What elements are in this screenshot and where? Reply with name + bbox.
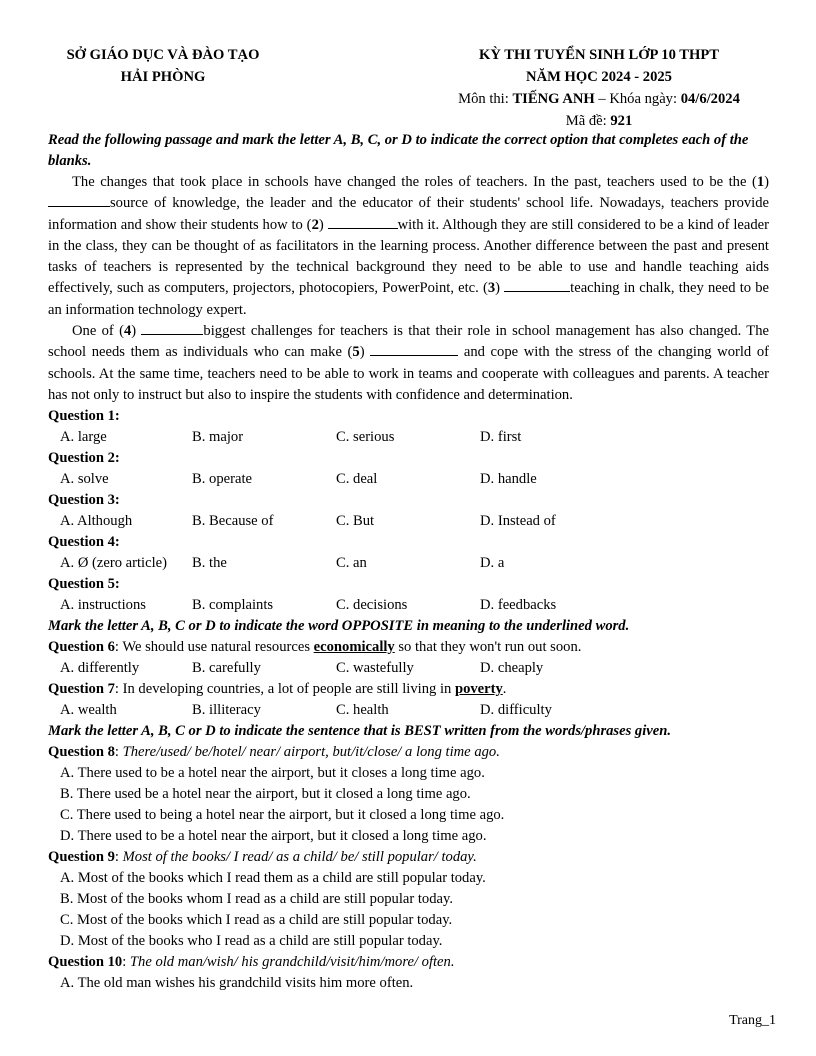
question-label: Question 10 <box>48 954 123 971</box>
option-d[interactable]: D. a <box>480 555 505 572</box>
question-label: Question 1 <box>48 408 115 425</box>
department-line2: HẢI PHÒNG <box>120 69 206 85</box>
question-stem: Most of the books/ I read/ as a child/ be/ still popular/ today. <box>122 849 477 866</box>
question-label: Question 6 <box>48 639 115 656</box>
department-line1: SỞ GIÁO DỤC VÀ ĐÀO TẠO <box>66 47 260 63</box>
question-3: Question 3: A. Although B. Because of C. But D. Instead of <box>48 490 769 532</box>
exam-code: 921 <box>610 113 633 129</box>
exam-header <box>48 44 769 130</box>
question-stem: There/used/ be/hotel/ near/ airport, but/it/close/ a long time ago. <box>122 744 500 761</box>
option-d[interactable]: D. Most of the books who I read as a child are still popular today. <box>60 933 443 950</box>
option-b[interactable]: B. There used be a hotel near the airport, but it closed a long time ago. <box>60 786 471 803</box>
blank-5 <box>370 343 458 356</box>
option-c[interactable]: C. serious <box>336 429 395 446</box>
option-c[interactable]: C. deal <box>336 471 378 488</box>
option-b[interactable]: B. Because of <box>192 513 274 530</box>
question-5: Question 5: A. instructions B. complaints C. decisions D. feedbacks <box>48 574 769 616</box>
date-prefix: – Khóa ngày: <box>594 91 681 107</box>
option-a[interactable]: A. wealth <box>60 702 117 719</box>
question-label: Question 3 <box>48 492 115 509</box>
option-c[interactable]: C. health <box>336 702 389 719</box>
passage-text: One of ( <box>72 323 124 340</box>
question-label: Question 8 <box>48 744 115 761</box>
subject-prefix: Môn thi: <box>458 91 513 107</box>
option-a[interactable]: A. solve <box>60 471 109 488</box>
blank-4 <box>141 322 203 335</box>
passage-text: teaching in chalk, they need to be an information technology expert. <box>48 280 769 318</box>
option-c[interactable]: C. an <box>336 555 367 572</box>
underlined-word: poverty <box>454 681 503 698</box>
question-label: Question 9 <box>48 849 115 866</box>
blank-number: 1 <box>756 174 765 190</box>
option-b[interactable]: B. carefully <box>192 660 261 677</box>
option-b[interactable]: B. operate <box>192 471 252 488</box>
option-a[interactable]: A. The old man wishes his grandchild visits him more often. <box>60 975 414 992</box>
school-year: NĂM HỌC 2024 - 2025 <box>526 69 672 85</box>
section1-instruction: Read the following passage and mark the letter A, B, C, or D to indicate the correct option that completes each of the blanks. <box>48 132 749 169</box>
blank-3 <box>504 279 570 292</box>
option-c[interactable]: C. decisions <box>336 597 408 614</box>
option-b[interactable]: B. Most of the books whom I read as a child are still popular today. <box>60 891 454 908</box>
subject: TIẾNG ANH <box>512 91 595 107</box>
question-10: Question 10: The old man/wish/ his grandchild/visit/him/more/ often. A. The old man wishes his grandchild visits him more often. <box>48 952 769 994</box>
question-9: Question 9: Most of the books/ I read/ as a child/ be/ still popular/ today. A. Most of the books which I read them as a child are still popular today. B. Most of the books whom I read as a child are still popular today. C. Most of the books which I read as a child are still popular today. D. Most of the books who I read as a child are still popular today. <box>48 847 769 952</box>
option-c[interactable]: C. But <box>336 513 375 530</box>
option-d[interactable]: D. first <box>480 429 522 446</box>
option-b[interactable]: B. complaints <box>192 597 274 614</box>
option-d[interactable]: D. There used to be a hotel near the airport, but it closed a long time ago. <box>60 828 487 845</box>
question-6 <box>48 637 769 679</box>
passage-text: and cope with the stress of the changing world of schools. At the same time, teachers need to be able to work in teams and cooperate with colleagues and parents. A teacher has not only to instruct but also to inspire the students with confidence and determination. <box>48 344 770 403</box>
option-a[interactable]: A. instructions <box>60 597 146 614</box>
option-d[interactable]: D. difficulty <box>480 702 552 719</box>
exam-page <box>48 44 769 994</box>
option-d[interactable]: D. cheaply <box>480 660 544 677</box>
option-c[interactable]: C. wastefully <box>336 660 414 677</box>
subject-line <box>429 88 769 110</box>
question-4: Question 4: A. Ø (zero article) B. the C. an D. a <box>48 532 769 574</box>
exam-title: KỲ THI TUYỂN SINH LỚP 10 THPT <box>478 47 720 63</box>
underlined-word: economically <box>313 639 395 656</box>
question-7 <box>48 679 769 721</box>
question-1: Question 1: A. large B. major C. serious D. first <box>48 406 769 448</box>
question-8: Question 8: There/used/ be/hotel/ near/ airport, but/it/close/ a long time ago. A. There used to be a hotel near the airport, but it closes a long time ago. B. There used be a hotel near the airport, but it closed a long time ago. C. There used to being a hotel near the airport, but it closed a long time ago. D. There used to be a hotel near the airport, but it closed a long time ago. <box>48 742 769 847</box>
option-d[interactable]: D. feedbacks <box>480 597 557 614</box>
option-d[interactable]: D. handle <box>480 471 537 488</box>
blank-number: 5 <box>352 344 360 361</box>
question-text: so that they won't run out soon. <box>394 639 582 656</box>
blank-2 <box>328 216 398 229</box>
question-stem: The old man/wish/ his grandchild/visit/him/more/ often. <box>129 954 455 971</box>
option-a[interactable]: A. large <box>60 429 107 446</box>
exam-date: 04/6/2024 <box>680 91 740 107</box>
code-line <box>429 110 769 132</box>
option-b[interactable]: B. major <box>192 429 244 446</box>
option-d[interactable]: D. Instead of <box>480 513 556 530</box>
question-label: Question 4 <box>48 534 115 551</box>
page-number: Trang_1 <box>729 1013 776 1028</box>
option-a[interactable]: A. There used to be a hotel near the airport, but it closes a long time ago. <box>60 765 485 782</box>
department-block <box>48 44 278 88</box>
code-prefix: Mã đề: <box>565 113 611 129</box>
blank-number: 4 <box>123 323 132 340</box>
passage-text: source of knowledge, the leader and the educator of their students' school life. Nowadays, teachers provide information and show their students how to ( <box>48 195 769 233</box>
passage-paragraph-2: One of (4) biggest challenges for teachers is that their role in school management has also changed. The school needs them as individuals who can make (5) and cope with the stress of the changing world of schools. At the same time, teachers need to be able to work in teams and cooperate with colleagues and parents. A teacher has not only to instruct but also to inspire the students with confidence and determination. <box>48 323 770 403</box>
option-a[interactable]: A. Ø (zero article) <box>60 555 167 572</box>
option-a[interactable]: A. Most of the books which I read them as a child are still popular today. <box>60 870 486 887</box>
question-2: Question 2: A. solve B. operate C. deal D. handle <box>48 448 769 490</box>
blank-1 <box>48 194 110 207</box>
passage-text: with it. Although they are still considered to be a kind of leader in the class, they can be thought of as facilitators in the learning process. Another difference between the past and present tasks of teachers is represented by the technical background they need to be able to use and handle teaching aids effectively, such as computers, projectors, photocopiers, PowerPoint, etc. ( <box>48 216 770 297</box>
question-text: : In developing countries, a lot of people are still living in <box>114 681 455 698</box>
question-text: . <box>502 681 507 698</box>
section2-instruction: Mark the letter A, B, C or D to indicate the word OPPOSITE in meaning to the underlined word. <box>48 618 630 635</box>
option-c[interactable]: C. Most of the books which I read as a child are still popular today. <box>60 912 453 929</box>
option-a[interactable]: A. Although <box>60 513 133 530</box>
blank-number: 3 <box>487 280 496 297</box>
option-b[interactable]: B. the <box>192 555 227 572</box>
question-label: Question 5 <box>48 576 115 593</box>
blank-number: 2 <box>311 216 319 233</box>
exam-info-block <box>429 44 769 132</box>
passage-text: The changes that took place in schools have changed the roles of teachers. In the past, teachers used to be the ( <box>72 174 757 190</box>
option-a[interactable]: A. differently <box>60 660 140 677</box>
passage-paragraph-1: The changes that took place in schools have changed the roles of teachers. In the past, teachers used to be the (1) source of knowledge, the leader and the educator of their students' school life. Nowadays, teachers provide information and show their students how to (2) with it. Although they are still considered to be a kind of leader in the class, they can be thought of as facilitators in the learning process. Another difference between the past and present tasks of teachers is represented by the technical background they need to be able to use and handle teaching aids effectively, such as computers, projectors, photocopiers, PowerPoint, etc. (3) teaching in chalk, they need to be an information technology expert. <box>48 174 770 318</box>
option-b[interactable]: B. illiteracy <box>192 702 261 719</box>
question-label: Question 7 <box>48 681 115 698</box>
question-text: : We should use natural resources <box>114 639 314 656</box>
option-c[interactable]: C. There used to being a hotel near the airport, but it closed a long time ago. <box>60 807 505 824</box>
section3-instruction: Mark the letter A, B, C or D to indicate the sentence that is BEST written from the words/phrases given. <box>48 723 671 740</box>
question-label: Question 2 <box>48 450 115 467</box>
passage-text: biggest challenges for teachers is that their role in school management has also changed. The school needs them as individuals who can make ( <box>48 323 769 361</box>
